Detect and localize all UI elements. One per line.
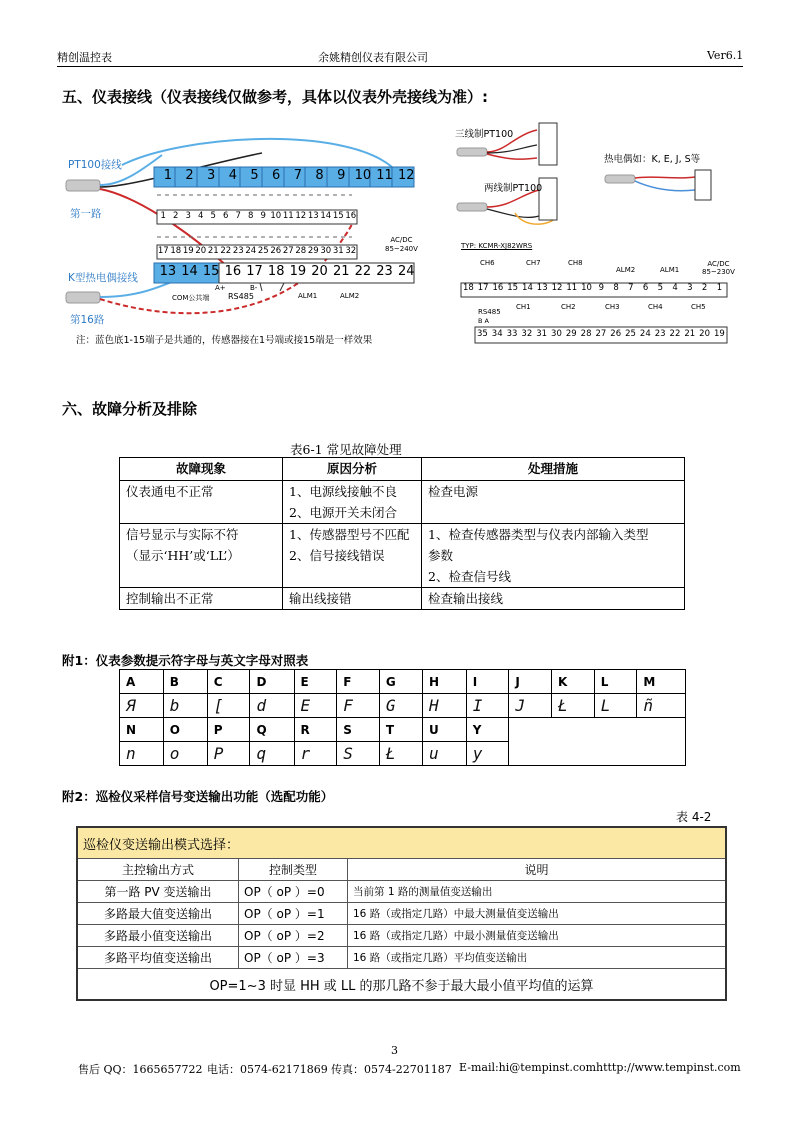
output-mode: 多路最大值变送输出 [77,903,239,925]
action-text: 检查电源 [428,484,479,499]
diagram-note: 注：蓝色底1-15端子是共通的，传感器接在1号端或接15端是一样效果 [76,335,373,346]
letter-cell: Y [466,718,509,742]
bottom-terminal: 18 [267,264,285,279]
footer-fax: 传真：0574-22701187 [331,1063,452,1076]
right-terminal: 16 [492,283,504,293]
table-row [120,524,685,588]
segment-cell: n [120,742,164,766]
right-terminal: 28 [580,329,592,339]
top-terminal: 6 [272,168,281,183]
output-mode: 第一路 PV 变送输出 [77,881,239,903]
mid-terminal: 4 [198,211,204,221]
segment-cell: ñ [637,694,686,718]
table-row [120,670,686,694]
table-row [120,588,685,610]
right-terminal: 19 [713,329,725,339]
mid-terminal: 1 [160,211,166,221]
letter-cell: L [594,670,637,694]
table-row [77,947,726,969]
letter-cell: G [379,670,422,694]
segment-cell: Ł [552,694,595,718]
output-desc: 16 路（或指定几路）中最大测量值变送输出 [348,903,727,925]
output-table-footer: OP=1~3 时显 HH 或 LL 的那几路不参于最大最小值平均值的运算 [77,969,726,1001]
segment-cell: y [466,742,509,766]
action-text: 参数 [428,548,454,563]
appendix1-title: 附1：仪表参数提示符字母与英文字母对照表 [62,653,309,668]
relay-ch8: CH8 [568,259,583,267]
right-terminal: 9 [598,283,604,293]
power-label-right [702,260,735,276]
power-ac-dc: AC/DC [390,236,413,244]
mid-terminal: 21 [207,246,219,256]
bottom-terminal: 15 [202,264,220,279]
output-header-desc: 说明 [348,859,727,881]
output-type: OP（ oP ）=1 [239,903,348,925]
table-row [120,718,686,742]
mid-terminal: 6 [223,211,229,221]
right-terminal: 24 [639,329,651,339]
fault-header-symptom: 故障现象 [120,458,283,481]
rs485-label: RS485 [228,292,254,301]
letter-cell: A [120,670,164,694]
header-rule [57,66,743,67]
bottom-terminal: 20 [311,264,328,279]
right-terminal: 23 [654,329,666,339]
mid-terminal: 13 [307,211,319,221]
segment-cell: S [337,742,380,766]
right-terminal: 11 [566,283,578,293]
section5-title: 五、仪表接线（仪表接线仅做参考，具体以仪表外壳接线为准）: [62,88,489,106]
letter-cell: Q [250,718,294,742]
output-type: OP（ oP ）=2 [239,925,348,947]
mid-terminal: 19 [182,246,194,256]
segment-cell: L [594,694,637,718]
header-right: Ver6.1 [707,49,744,62]
right-terminal: 14 [522,283,533,293]
top-terminal-labels [157,168,417,183]
right-terminal: 30 [551,329,562,339]
letter-cell: N [120,718,164,742]
output-type: OP（ oP ）=0 [239,881,348,903]
mid-terminal: 18 [170,246,182,256]
right-terminal: 2 [701,283,708,293]
right-terminal: 8 [613,283,619,293]
right-terminal: 4 [672,283,678,293]
right-terminal: 17 [477,283,489,293]
top-terminal: 4 [228,168,237,183]
letter-cell: R [294,718,337,742]
mid-bottom-terminal-labels [157,246,357,256]
right-terminal: 26 [610,329,622,339]
mid-terminal: 24 [245,246,257,256]
cause-text: 2、信号接线错误 [289,548,385,563]
pt100-blue-wire [122,139,392,167]
mid-terminal: 9 [260,211,266,221]
segment-cell: Ł [379,742,422,766]
alm2-label: ALM2 [340,292,360,300]
top-terminal: 8 [315,168,324,183]
mid-terminal: 28 [295,246,307,256]
bottom-terminal: 22 [354,264,372,279]
left-wiring-diagram [62,115,442,350]
top-terminal: 2 [185,168,194,183]
mid-terminal: 26 [270,246,282,256]
power-label-left [385,236,418,254]
right-row1-terminals [461,283,727,293]
right-terminal: 10 [581,283,592,293]
bottom-terminal: 13 [159,264,177,279]
right-terminal: 3 [687,283,693,293]
thermocouple-label: 热电偶如：K, E, J, S等 [604,154,701,165]
letter-cell: B [163,670,207,694]
mid-terminal: 5 [210,211,216,221]
segment-cell: [ [207,694,250,718]
right-terminal: 32 [521,329,533,339]
route1-label: 第一路 [70,208,102,220]
mid-terminal: 23 [232,246,244,256]
right-terminal: 35 [476,329,488,339]
right-terminal: 27 [595,329,607,339]
relay-ch3: CH3 [605,303,620,311]
appendix2-title: 附2：巡检仪采样信号变送输出功能（选配功能） [62,789,334,804]
mid-terminal: 2 [173,211,179,221]
empty-cell [509,718,686,766]
letter-cell: T [379,718,422,742]
fault-header-action: 处理措施 [422,458,685,481]
segment-cell: u [423,742,467,766]
mid-terminal: 14 [320,211,332,221]
letter-cell: J [509,670,552,694]
table-row [77,925,726,947]
fault-table [119,457,685,610]
top-terminal: 9 [337,168,346,183]
header-center: 余姚精创仪表有限公司 [318,51,428,64]
segment-cell: b [163,694,207,718]
output-mode-table [76,826,727,1001]
mid-terminal: 7 [235,211,241,221]
mid-terminal: 25 [257,246,269,256]
output-header-mode: 主控输出方式 [77,859,239,881]
letter-cell: D [250,670,294,694]
com-label: COM公共端 [172,294,210,302]
output-table-title: 巡检仪变送输出模式选择： [77,827,726,859]
segment-cell: F [337,694,380,718]
mid-terminal: 8 [248,211,254,221]
page-number: 3 [391,1044,398,1057]
segment-cell: Η [423,694,467,718]
output-desc: 16 路（或指定几路）中最小测量值变送输出 [348,925,727,947]
mid-terminal: 12 [295,211,307,221]
output-desc: 16 路（或指定几路）平均值变送输出 [348,947,727,969]
relay-alm2: ALM2 [616,266,636,274]
table-row [77,903,726,925]
footer-web[interactable]: htttp://www.tempinst.com [596,1061,741,1074]
top-terminal: 11 [376,168,393,183]
pt100-label: PT100接线 [68,159,122,171]
top-terminal: 5 [250,168,259,183]
mid-terminal: 29 [307,246,319,256]
letter-cell: C [207,670,250,694]
footer-email[interactable]: E-mail:hi@tempinst.com [459,1061,597,1074]
right-terminal: 1 [716,283,723,293]
relay-ch1: CH1 [516,303,531,311]
power-voltage: 85~230V [702,268,735,276]
relay-ch5: CH5 [691,303,706,311]
model-label: TYP: KCMR-XJ82WRS [461,242,533,250]
mid-terminal: 20 [195,246,207,256]
mid-terminal: 10 [270,211,282,221]
mid-terminal: 15 [332,211,344,221]
table-row [120,694,686,718]
bottom-terminal: 16 [224,264,242,279]
relay-ch2: CH2 [561,303,576,311]
output-mode: 多路最小值变送输出 [77,925,239,947]
letter-cell: K [552,670,595,694]
letter-cell: O [163,718,207,742]
segment-cell: d [250,694,294,718]
mid-terminal: 32 [345,246,357,256]
right-terminal: 33 [506,329,518,339]
mid-terminal: 16 [345,211,357,221]
letter-cell: I [466,670,509,694]
thermocouple-probe-icon [605,170,711,200]
right-terminal: 20 [699,329,710,339]
right-terminal: 31 [536,329,548,339]
right-terminal: 13 [536,283,548,293]
action-text: 2、检查信号线 [428,569,511,584]
header-left: 精创温控表 [57,51,112,64]
footer-qq: 售后 QQ：1665657722 [78,1063,203,1076]
k-label: K型热电偶接线 [68,272,138,284]
cause-text: 1、传感器型号不匹配 [289,527,410,542]
relay-ch7: CH7 [526,259,541,267]
right-terminal: 12 [551,283,563,293]
right-terminal: 6 [642,283,649,293]
mid-terminal: 22 [220,246,232,256]
mid-terminal: 31 [332,246,344,256]
table-4-2-number: 表 4-2 [676,810,712,824]
right-terminal: 25 [625,329,636,339]
segment-cell: q [250,742,294,766]
top-terminal: 10 [354,168,372,183]
segment-cell: G [379,694,422,718]
relay-ch4: CH4 [648,303,663,311]
a-label: A+ [215,284,226,292]
three-wire-label: 三线制PT100 [455,129,514,140]
letter-cell: H [423,670,467,694]
bottom-terminal: 19 [289,264,307,279]
segment-cell: P [207,742,250,766]
footer-phone: 电话：0574-62171869 [207,1063,328,1076]
cause-text: 2、电源开关未闭合 [289,505,397,520]
output-header-type: 控制类型 [239,859,348,881]
right-terminal: 34 [491,329,503,339]
two-wire-label: 两线制PT100 [484,183,543,194]
letter-cell: F [337,670,380,694]
action-text: 检查输出接线 [428,591,504,606]
letter-cell: E [294,670,337,694]
segment-cell: Ε [294,694,337,718]
right-terminal: 29 [565,329,577,339]
table-row [77,881,726,903]
bottom-terminal-labels [157,264,417,279]
right-terminal: 18 [462,283,474,293]
segment-cell: I [466,694,509,718]
bottom-terminal: 21 [332,264,350,279]
symptom-text: 信号显示与实际不符 [126,527,239,542]
power-ac-dc: AC/DC [707,260,730,268]
table-row [77,859,726,881]
table-row [120,481,685,524]
right-row2-terminals [475,329,727,339]
segment-cell: J [509,694,552,718]
right-terminal: 15 [507,283,519,293]
relay-alm1: ALM1 [660,266,680,274]
power-voltage: 85~240V [385,245,418,253]
alm1-label: ALM1 [298,292,318,300]
top-terminal: 3 [207,168,216,183]
top-terminal: 12 [397,168,415,183]
output-desc: 当前第 1 路的测量值变送输出 [348,881,727,903]
right-terminal: 21 [684,329,696,339]
section6-title: 六、故障分析及排除 [62,400,198,418]
letter-table [119,669,686,766]
mid-top-terminal-labels [157,211,357,221]
b-label: B- [250,284,258,292]
fault-header-cause: 原因分析 [283,458,422,481]
segment-cell: r [294,742,337,766]
segment-cell: Я [120,694,164,718]
right-terminal: 22 [669,329,681,339]
right-terminal: 7 [628,283,634,293]
table-6-1-caption: 表6-1 常见故障处理 [290,442,402,457]
output-mode: 多路平均值变送输出 [77,947,239,969]
mid-terminal: 27 [282,246,294,256]
top-terminal: 7 [293,168,302,183]
segment-cell: o [163,742,207,766]
bottom-terminal: 23 [376,264,393,279]
mid-terminal: 11 [282,211,294,221]
symptom-text: 控制输出不正常 [126,591,214,606]
action-text: 1、检查传感器类型与仪表内部输入类型 [428,527,649,542]
right-rs485-label: RS485 [478,308,501,316]
cause-text: 1、电源线接触不良 [289,484,397,499]
relay-ch6: CH6 [480,259,495,267]
bottom-terminal: 14 [181,264,198,279]
bottom-terminal: 17 [246,264,263,279]
bottom-terminal: 24 [397,264,415,279]
symptom-text: （显示‘HH’或‘LL’） [126,548,240,563]
letter-cell: S [337,718,380,742]
symptom-text: 仪表通电不正常 [126,484,214,499]
mid-terminal: 30 [320,246,332,256]
output-type: OP（ oP ）=3 [239,947,348,969]
cause-text: 输出线接错 [289,591,352,606]
route16-label: 第16路 [70,314,105,326]
top-terminal: 1 [163,168,172,183]
mid-terminal: 3 [185,211,191,221]
mid-terminal: 17 [157,246,169,256]
letter-cell: P [207,718,250,742]
letter-cell: U [423,718,467,742]
right-ba-label: B A [478,317,489,325]
letter-cell: M [637,670,686,694]
right-terminal: 5 [657,283,664,293]
